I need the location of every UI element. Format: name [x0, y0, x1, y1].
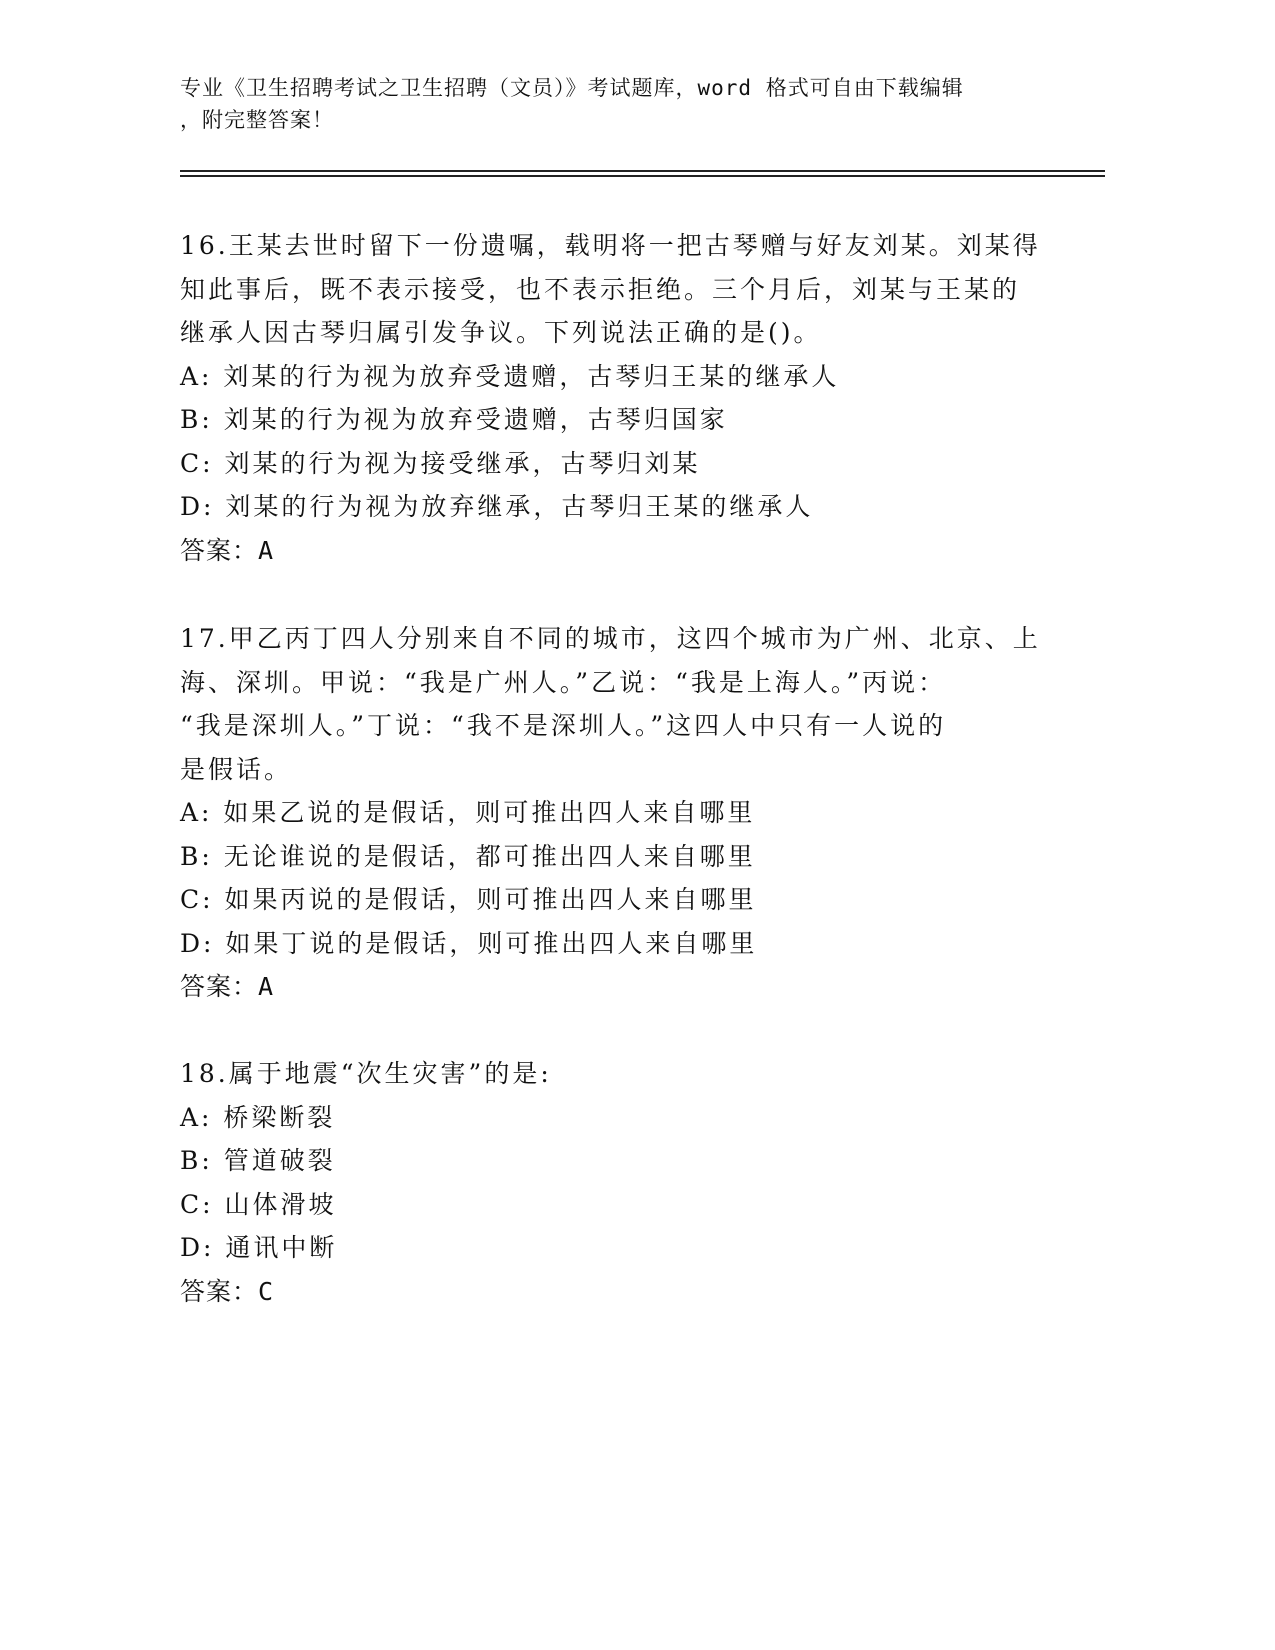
option-c: C: 刘某的行为视为接受继承，古琴归刘某 — [180, 448, 701, 478]
option-a: A: 如果乙说的是假话，则可推出四人来自哪里 — [180, 798, 756, 827]
header-divider-bottom — [180, 175, 1105, 177]
question-18 — [180, 1052, 1060, 1313]
question-stem-line: 17.甲乙丙丁四人分别来自不同的城市，这四个城市为广州、北京、上 — [180, 624, 1041, 653]
option-a: A: 桥梁断裂 — [180, 1102, 336, 1132]
question-stem-line: 继承人因古琴归属引发争议。下列说法正确的是()。 — [180, 318, 822, 347]
question-17 — [180, 617, 1060, 1009]
question-stem-line: 是假话。 — [180, 754, 293, 784]
option-d: D: 如果丁说的是假话，则可推出四人来自哪里 — [180, 928, 758, 958]
header-line-2: ，附完整答案！ — [180, 108, 334, 132]
option-a: A: 刘某的行为视为放弃受遗赠，古琴归王某的继承人 — [180, 361, 840, 391]
question-16 — [180, 224, 1060, 572]
option-b: B: 刘某的行为视为放弃受遗赠，古琴归国家 — [180, 405, 728, 434]
option-d: D: 通讯中断 — [180, 1233, 338, 1262]
option-b: B: 管道破裂 — [180, 1146, 336, 1175]
question-stem-line: 海、深圳。甲说：“我是广州人。”乙说：“我是上海人。”丙说： — [180, 667, 947, 697]
question-stem-line: 知此事后，既不表示接受，也不表示拒绝。三个月后，刘某与王某的 — [180, 274, 1021, 304]
document-header — [180, 72, 1060, 136]
option-c: C: 如果丙说的是假话，则可推出四人来自哪里 — [180, 885, 757, 914]
header-divider-top — [180, 170, 1105, 172]
answer-label: 答案：A — [180, 972, 275, 1001]
answer-label: 答案：C — [180, 1276, 275, 1306]
answer-label: 答案：A — [180, 535, 275, 565]
option-b: B: 无论谁说的是假话，都可推出四人来自哪里 — [180, 841, 756, 871]
question-stem-line: “我是深圳人。”丁说：“我不是深圳人。”这四人中只有一人说的 — [180, 711, 947, 740]
header-line-1: 专业《卫生招聘考试之卫生招聘（文员）》考试题库，word 格式可自由下载编辑 — [180, 76, 964, 100]
option-d: D: 刘某的行为视为放弃继承，古琴归王某的继承人 — [180, 492, 814, 521]
question-stem-line: 18.属于地震“次生灾害”的是: — [180, 1059, 552, 1088]
question-stem-line: 16.王某去世时留下一份遗嘱，载明将一把古琴赠与好友刘某。刘某得 — [180, 231, 1041, 260]
option-c: C: 山体滑坡 — [180, 1189, 337, 1219]
